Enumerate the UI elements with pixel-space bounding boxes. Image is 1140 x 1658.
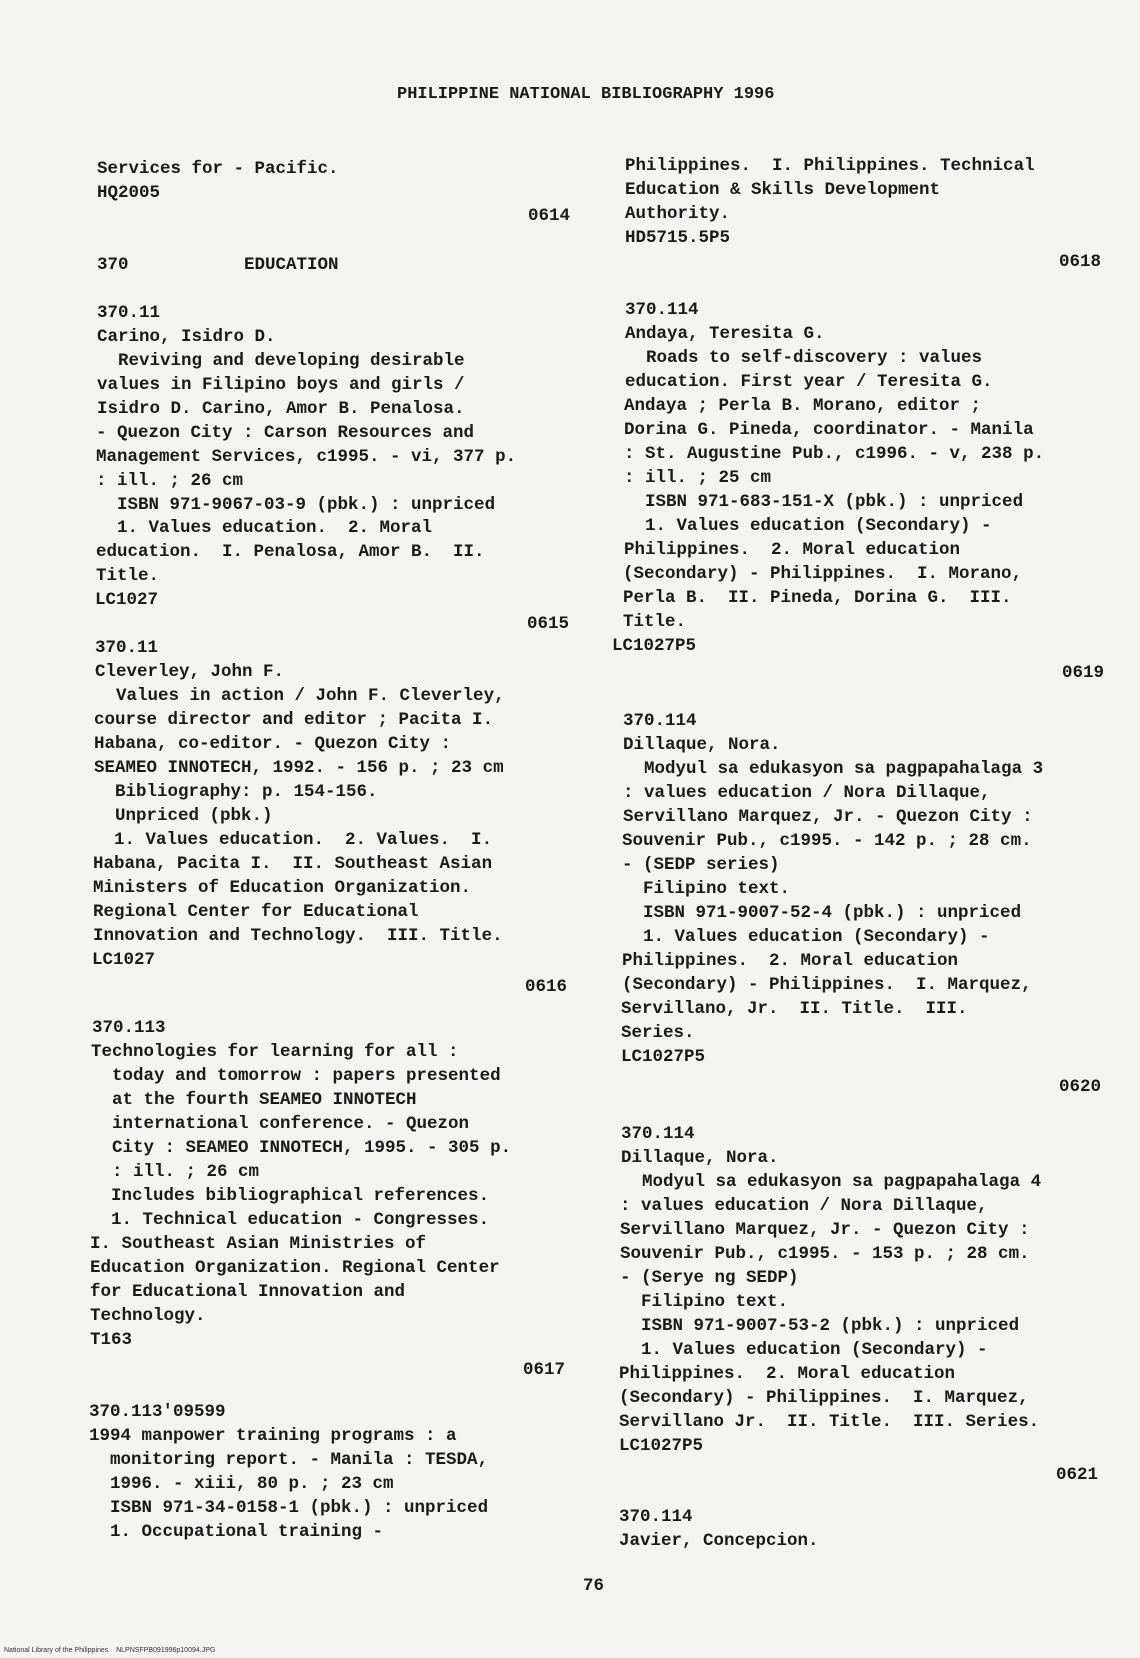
left-line: international conference. - Quezon <box>91 1114 470 1134</box>
right-line: Andaya ; Perla B. Morano, editor ; <box>624 396 982 416</box>
right-line: Dorina G. Pineda, coordinator. - Manila <box>624 420 1034 440</box>
left-line: : ill. ; 26 cm <box>96 471 244 491</box>
right-line: Javier, Concepcion. <box>619 1531 819 1551</box>
right-line: Filipino text. <box>622 879 791 899</box>
right-line: Title. <box>623 612 687 632</box>
right-line: : values education / Nora Dillaque, <box>620 1196 988 1216</box>
left-line: Habana, Pacita I. II. Southeast Asian <box>93 854 493 874</box>
left-line: 370.113'09599 <box>89 1402 226 1422</box>
right-line: : values education / Nora Dillaque, <box>623 783 991 803</box>
left-line: Technology. <box>90 1306 206 1326</box>
left-line: LC1027 <box>92 950 156 970</box>
left-line: monitoring report. - Manila : TESDA, <box>89 1450 489 1470</box>
left-line: 1. Technical education - Congresses. <box>90 1210 490 1230</box>
right-line: HD5715.5P5 <box>625 228 731 248</box>
right-line: Souvenir Pub., c1995. - 142 p. ; 28 cm. <box>622 831 1032 851</box>
right-line: LC1027P5 <box>619 1436 704 1456</box>
left-line: 1. Values education. 2. Moral <box>96 518 433 538</box>
right-line: Dillaque, Nora. <box>621 1148 779 1168</box>
right-line: ISBN 971-9007-53-2 (pbk.) : unpriced <box>620 1316 1020 1336</box>
left-line: Carino, Isidro D. <box>97 327 276 347</box>
left-line: ISBN 971-34-0158-1 (pbk.) : unpriced <box>89 1498 489 1518</box>
footer-file: NLPNSFPB091996p10094.JPG <box>116 1647 216 1654</box>
right-line: (Secondary) - Philippines. I. Marquez, <box>622 975 1032 995</box>
right-line: 370.114 <box>625 300 699 320</box>
left-line: Education Organization. Regional Center <box>90 1258 500 1278</box>
left-line: values in Filipino boys and girls / <box>97 375 465 395</box>
right-line: 1. Values education (Secondary) - <box>622 927 990 947</box>
left-line: for Educational Innovation and <box>90 1282 406 1302</box>
left-line: education. I. Penalosa, Amor B. II. <box>96 542 485 562</box>
left-line: LC1027 <box>95 590 159 610</box>
page-header-title: PHILIPPINE NATIONAL BIBLIOGRAPHY 1996 <box>397 85 775 104</box>
right-line: (Secondary) - Philippines. I. Marquez, <box>619 1388 1029 1408</box>
right-line: Authority. <box>625 204 731 224</box>
entry-number: 0620 <box>1059 1077 1102 1097</box>
right-line: LC1027P5 <box>621 1047 706 1067</box>
left-line: Unpriced (pbk.) <box>94 806 273 826</box>
right-line: - (Serye ng SEDP) <box>620 1268 799 1288</box>
left-line: Innovation and Technology. III. Title. <box>93 926 503 946</box>
right-line: Modyul sa edukasyon sa pagpapahalaga 3 <box>623 759 1044 779</box>
left-line: 370.113 <box>92 1018 166 1038</box>
left-line: Isidro D. Carino, Amor B. Penalosa. <box>97 399 465 419</box>
left-line: Bibliography: p. 154-156. <box>94 782 378 802</box>
right-line: Philippines. I. Philippines. Technical <box>625 156 1035 176</box>
left-line: at the fourth SEAMEO INNOTECH <box>91 1090 417 1110</box>
left-line: Technologies for learning for all : <box>91 1042 459 1062</box>
left-line: Ministers of Education Organization. <box>93 878 472 898</box>
left-line: Title. <box>96 566 160 586</box>
left-line: Management Services, c1995. - vi, 377 p. <box>96 447 517 467</box>
footer-source: National Library of the Philippines <box>4 1647 109 1654</box>
right-line: education. First year / Teresita G. <box>625 372 993 392</box>
left-line: course director and editor ; Pacita I. <box>94 710 494 730</box>
entry-number: 0619 <box>1062 663 1105 683</box>
entry-number: 0621 <box>1056 1465 1099 1485</box>
right-line: Dillaque, Nora. <box>623 735 781 755</box>
left-line: 1996. - xiii, 80 p. ; 23 cm <box>89 1474 394 1494</box>
left-line: Reviving and developing desirable <box>97 351 465 371</box>
right-line: : ill. ; 25 cm <box>624 468 772 488</box>
left-line: - Quezon City : Carson Resources and <box>96 423 475 443</box>
right-line: Servillano Marquez, Jr. - Quezon City : <box>620 1220 1030 1240</box>
entry-number: 0616 <box>525 977 568 997</box>
entry-number: 0618 <box>1059 252 1102 272</box>
right-line: LC1027P5 <box>612 636 697 656</box>
right-line: 1. Values education (Secondary) - <box>624 516 992 536</box>
left-line: 370.11 <box>97 303 161 323</box>
right-line: Andaya, Teresita G. <box>625 324 825 344</box>
right-line: 1. Values education (Secondary) - <box>620 1340 988 1360</box>
right-line: Philippines. 2. Moral education <box>619 1364 956 1384</box>
right-line: 370.114 <box>623 711 697 731</box>
left-line: Regional Center for Educational <box>93 902 419 922</box>
entry-number: 0615 <box>527 614 570 634</box>
left-line: Habana, co-editor. - Quezon City : <box>94 734 452 754</box>
right-line: Roads to self-discovery : values <box>625 348 983 368</box>
left-line: City : SEAMEO INNOTECH, 1995. - 305 p. <box>91 1138 512 1158</box>
right-line: 370.114 <box>621 1124 695 1144</box>
right-line: Modyul sa edukasyon sa pagpapahalaga 4 <box>621 1172 1042 1192</box>
right-line: : St. Augustine Pub., c1996. - v, 238 p. <box>624 444 1045 464</box>
left-line: Includes bibliographical references. <box>90 1186 490 1206</box>
left-line: Services for - Pacific. <box>97 159 339 179</box>
right-line: ISBN 971-9007-52-4 (pbk.) : unpriced <box>622 903 1022 923</box>
right-line: (Secondary) - Philippines. I. Morano, <box>623 564 1023 584</box>
left-line: Values in action / John F. Cleverley, <box>95 686 505 706</box>
right-line: Filipino text. <box>620 1292 789 1312</box>
right-line: Servillano, Jr. II. Title. III. <box>621 999 968 1019</box>
left-line: ISBN 971-9067-03-9 (pbk.) : unpriced <box>96 495 496 515</box>
left-line: SEAMEO INNOTECH, 1992. - 156 p. ; 23 cm <box>94 758 504 778</box>
right-line: ISBN 971-683-151-X (pbk.) : unpriced <box>624 492 1024 512</box>
scan-footer <box>4 1647 215 1654</box>
left-line: I. Southeast Asian Ministries of <box>90 1234 427 1254</box>
left-line: T163 <box>90 1330 133 1350</box>
right-line: Perla B. II. Pineda, Dorina G. III. <box>623 588 1012 608</box>
right-line: Philippines. 2. Moral education <box>622 951 959 971</box>
right-line: Series. <box>621 1023 695 1043</box>
right-line: Souvenir Pub., c1995. - 153 p. ; 28 cm. <box>620 1244 1030 1264</box>
left-line: HQ2005 <box>97 183 161 203</box>
page-number: 76 <box>583 1576 605 1596</box>
left-line: 1. Values education. 2. Values. I. <box>93 830 493 850</box>
left-line: 1. Occupational training - <box>89 1522 384 1542</box>
right-line: - (SEDP series) <box>622 855 780 875</box>
left-line: today and tomorrow : papers presented <box>91 1066 501 1086</box>
section-heading: 370 EDUCATION <box>97 255 339 275</box>
left-line: 1994 manpower training programs : a <box>89 1426 457 1446</box>
entry-number: 0614 <box>528 206 571 226</box>
right-line: Philippines. 2. Moral education <box>624 540 961 560</box>
right-line: Education & Skills Development <box>625 180 941 200</box>
right-line: Servillano Jr. II. Title. III. Series. <box>619 1412 1040 1432</box>
right-line: 370.114 <box>619 1507 693 1527</box>
right-line: Servillano Marquez, Jr. - Quezon City : <box>623 807 1033 827</box>
left-line: : ill. ; 26 cm <box>91 1162 260 1182</box>
entry-number: 0617 <box>523 1360 566 1380</box>
left-line: Cleverley, John F. <box>95 662 285 682</box>
left-line: 370.11 <box>95 638 159 658</box>
